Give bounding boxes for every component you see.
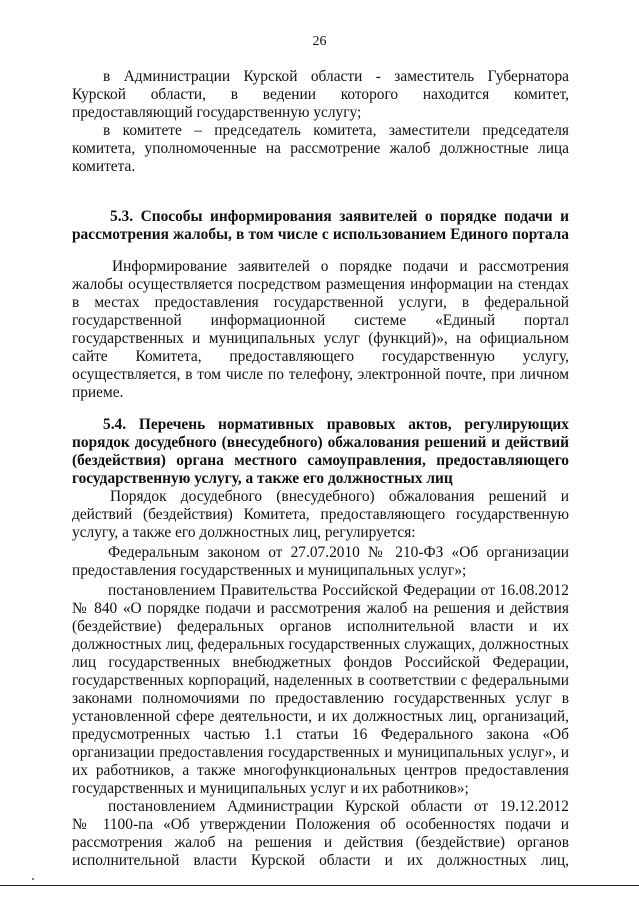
text-line: комитета.	[72, 158, 136, 175]
text-line: (бездействие) федеральных органов исполнительной власти и их	[72, 618, 569, 635]
section-heading-5-3: 5.3. Способы информирования заявителей о порядке подачи и	[110, 208, 569, 225]
text-line: государственных и муниципальных услуг (функций)», на официальном	[72, 330, 569, 347]
text-line: Информирование заявителей о порядке подачи и рассмотрения	[112, 258, 569, 275]
section-heading-5-4: государственную услугу, а также его должностных лиц	[72, 470, 453, 487]
section-heading-5-4: (бездействия) органа местного самоуправления, предоставляющего	[72, 452, 569, 469]
text-line: № 840 «О порядке подачи и рассмотрения жалоб на решения и действия	[72, 600, 569, 617]
text-line: Порядок досудебного (внесудебного) обжалования решений и	[110, 488, 569, 505]
text-line: их работников, а также многофункциональных центров предоставления	[72, 762, 569, 779]
text-line: предусмотренных частью 1.1 статьи 16 Федерального закона «Об	[72, 726, 569, 743]
section-heading-5-4: порядок досудебного (внесудебного) обжалования решений и действий	[72, 434, 569, 451]
section-heading-5-4: 5.4. Перечень нормативных правовых актов, регулирующих	[103, 416, 569, 433]
text-line: исполнительной власти Курской области и их должностных лиц,	[72, 852, 569, 869]
text-line: осуществляется, в том числе по телефону, электронной почте, при личном	[72, 366, 569, 383]
text-line: Федеральным законом от 27.07.2010 № 210-ФЗ «Об организации	[108, 544, 569, 561]
text-line: сайте Комитета, предоставляющего государственную услугу,	[72, 348, 569, 365]
text-line: государственной информационной системе «Единый портал	[72, 312, 569, 329]
text-line: предоставляющий государственную услугу;	[72, 104, 362, 121]
text-line: комитета, уполномоченные на рассмотрение жалоб должностные лица	[72, 140, 569, 157]
text-line: приеме.	[72, 384, 124, 401]
text-line: № 1100-па «Об утверждении Положения об особенностях подачи и	[72, 816, 569, 833]
text-line: постановлением Администрации Курской области от 19.12.2012	[108, 798, 569, 815]
text-line: услугу, а также его должностных лиц, регулируется:	[72, 524, 416, 541]
page-number: 26	[312, 34, 327, 49]
text-line: организации предоставления государственных и муниципальных услуг», и	[72, 744, 569, 761]
text-line: действий (бездействия) Комитета, предоставляющего государственную	[72, 506, 569, 523]
text-line: должностных лиц, федеральных государственных служащих, должностных	[72, 636, 569, 653]
text-line: предоставления государственных и муниципальных услуг»;	[72, 562, 467, 579]
text-line: в местах предоставления государственной услуги, в федеральной	[72, 294, 569, 311]
text-line: рассмотрения жалоб на решения и действия (бездействие) органов	[72, 834, 569, 851]
text-line: установленной сфере деятельности, и их должностных лиц, организаций,	[72, 708, 569, 725]
text-line: лиц государственных внебюджетных фондов Российской Федерации,	[72, 654, 569, 671]
section-heading-5-3: рассмотрения жалобы, в том числе с использованием Единого портала	[72, 226, 569, 243]
text-line: в Администрации Курской области - заместитель Губернатора	[103, 68, 569, 85]
text-line: государственных и муниципальных услуг и их работников»;	[72, 780, 469, 797]
text-line: Курской области, в ведении которого находится комитет,	[72, 86, 569, 103]
scan-speck	[32, 878, 34, 880]
page-bottom-rule	[0, 885, 639, 886]
text-line: государственных корпораций, наделенных в соответствии с федеральными	[72, 672, 569, 689]
text-line: постановлением Правительства Российской Федерации от 16.08.2012	[108, 582, 569, 599]
text-line: законами полномочиями по предоставлению государственных услуг в	[72, 690, 569, 707]
text-line: в комитете – председатель комитета, заместители председателя	[103, 122, 569, 139]
text-line: жалобы осуществляется посредством размещения информации на стендах	[72, 276, 569, 293]
